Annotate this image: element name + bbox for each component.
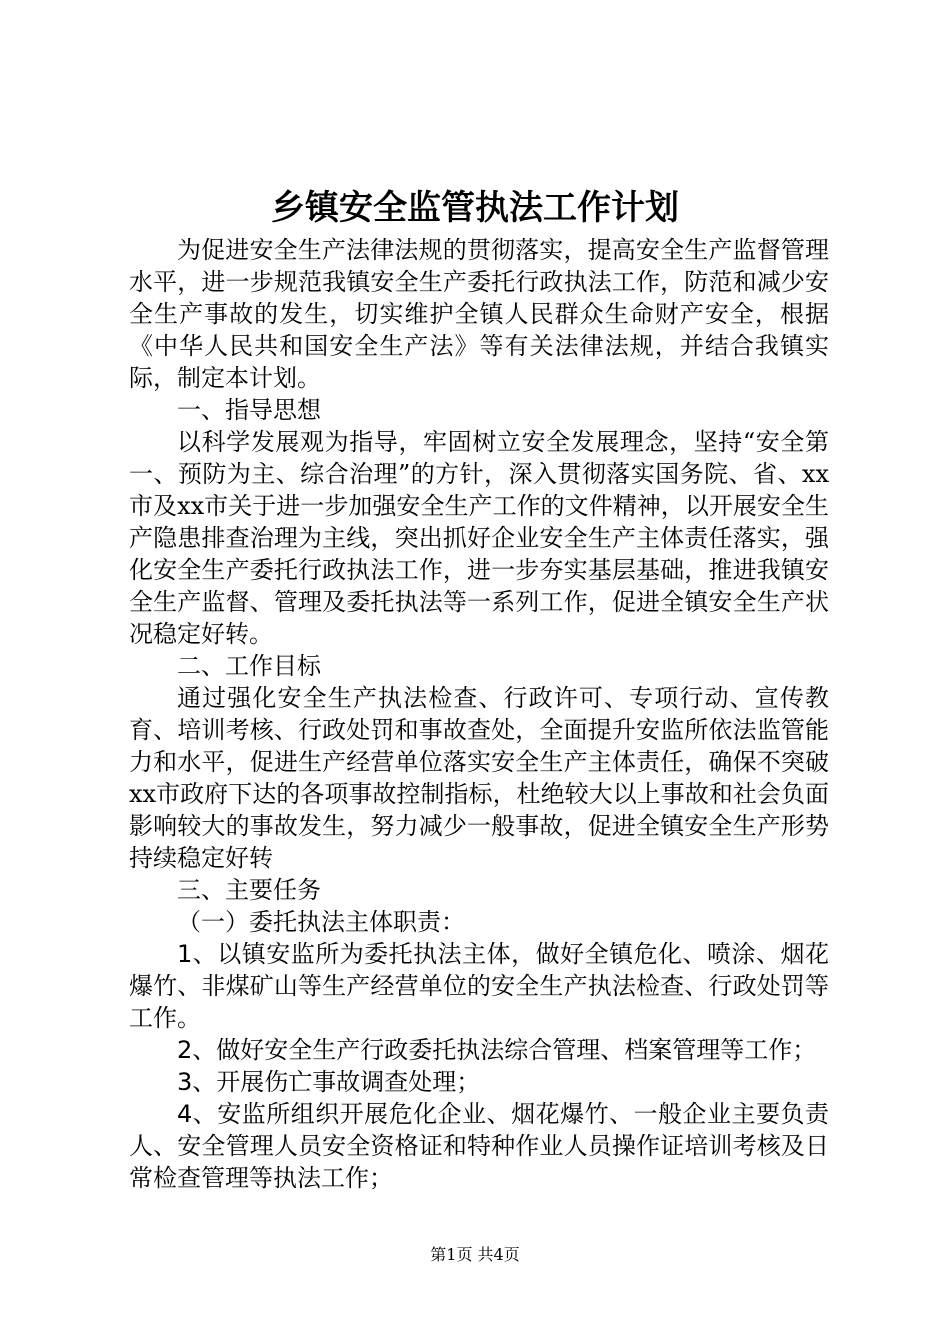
task-item: 1、以镇安监所为委托执法主体，做好全镇危化、喷涂、烟花爆竹、非煤矿山等生产经营单位的安全生产执法检查、行政处罚等工作。 xyxy=(129,940,829,1032)
subsection-heading-duties: （一）委托执法主体职责： xyxy=(177,908,465,936)
section-heading-main-tasks: 三、主要任务 xyxy=(177,876,321,904)
task-item: 4、安监所组织开展危化企业、烟花爆竹、一般企业主要负责人、安全管理人员安全资格证和特种作业人员操作证培训考核及日常检查管理等执法工作； xyxy=(129,1100,829,1192)
document-body xyxy=(129,234,829,1194)
page-number-footer: 第1页 共4页 xyxy=(430,1245,520,1264)
document-title: 乡镇安全监管执法工作计划 xyxy=(271,188,679,228)
section-heading-work-goals: 二、工作目标 xyxy=(177,652,321,680)
task-item: 3、开展伤亡事故调查处理； xyxy=(177,1068,481,1096)
section-heading-guiding-ideology: 一、指导思想 xyxy=(177,396,321,424)
task-item: 2、做好安全生产行政委托执法综合管理、档案管理等工作； xyxy=(177,1036,817,1064)
intro-paragraph: 为促进安全生产法律法规的贯彻落实，提高安全生产监督管理水平，进一步规范我镇安全生产委托行政执法工作，防范和减少安全生产事故的发生，切实维护全镇人民群众生命财产安全，根据《中华人民共和国安全生产法》等有关法律法规，并结合我镇实际，制定本计划。 xyxy=(129,236,829,392)
section-text-guiding-ideology: 以科学发展观为指导，牢固树立安全发展理念，坚持“安全第一、预防为主、综合治理”的方针，深入贯彻落实国务院、省、xx市及xx市关于进一步加强安全生产工作的文件精神，以开展安全生产隐患排查治理为主线，突出抓好企业安全生产主体责任落实，强化安全生产委托行政执法工作，进一步夯实基层基础，推进我镇安全生产监督、管理及委托执法等一系列工作，促进全镇安全生产状况稳定好转。 xyxy=(129,428,829,648)
section-text-work-goals: 通过强化安全生产执法检查、行政许可、专项行动、宣传教育、培训考核、行政处罚和事故查处，全面提升安监所依法监管能力和水平，促进生产经营单位落实安全生产主体责任，确保不突破xx市政府下达的各项事故控制指标，杜绝较大以上事故和社会负面影响较大的事故发生，努力减少一般事故，促进全镇安全生产形势持续稳定好转 xyxy=(129,684,829,872)
